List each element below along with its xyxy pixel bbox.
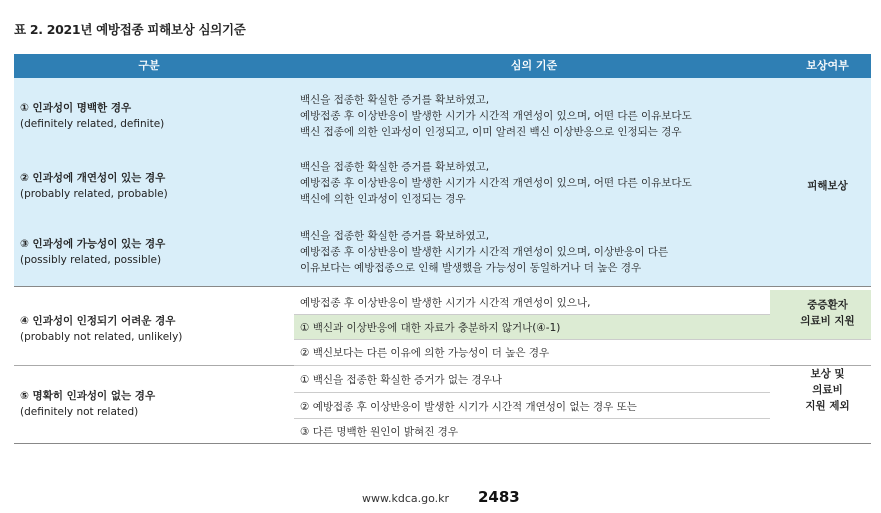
table-row-criteria-line: ③ 다른 명백한 원인이 밝혀진 경우 [300, 426, 458, 438]
table-row-category [14, 100, 284, 132]
category-ko: ① 인과성이 명백한 경우 [20, 102, 132, 114]
compensation-line: 중증환자 [807, 299, 848, 311]
table-row-category [14, 236, 284, 268]
table-row-category [14, 388, 284, 420]
category-en: (probably related, probable) [20, 188, 168, 200]
category-en: (possibly related, possible) [20, 254, 162, 266]
compensation-line: 지원 제외 [805, 400, 850, 412]
category-en: (definitely not related) [20, 406, 139, 418]
compensation-line: 의료비 [812, 384, 843, 396]
page-number: 2483 [478, 488, 520, 506]
table-header [14, 54, 871, 78]
criteria-line: 백신을 접종한 확실한 증거를 확보하였고, [300, 94, 490, 106]
divider [294, 418, 770, 419]
divider [14, 365, 294, 366]
criteria-line: 백신에 의한 인과성이 인정되는 경우 [300, 193, 466, 205]
category-en: (definitely related, definite) [20, 118, 165, 130]
divider [770, 365, 871, 366]
compensation-line: 의료비 지원 [800, 315, 855, 327]
category-ko: ④ 인과성이 인정되기 어려운 경우 [20, 315, 176, 327]
header-category: 구분 [138, 59, 160, 72]
criteria-line: 백신을 접종한 확실한 증거를 확보하였고, [300, 161, 490, 173]
header-criteria: 심의 기준 [510, 59, 558, 72]
compensation-medical-support [784, 297, 871, 329]
table-title: 표 2. 2021년 예방접종 피해보상 심의기준 [14, 22, 246, 37]
table-row-category [14, 170, 284, 202]
criteria-line: 예방접종 후 이상반응이 발생한 시기가 시간적 개연성이 있으며, 이상반응이 다른 [300, 246, 669, 258]
compensation-line: 보상 및 [810, 368, 845, 380]
criteria-line: 백신을 접종한 확실한 증거를 확보하였고, [300, 230, 490, 242]
table-row-criteria-line: ① 백신을 접종한 확실한 증거가 없는 경우나 [300, 374, 502, 386]
footer-url: www.kdca.go.kr [362, 492, 450, 505]
criteria-line: 백신 접종에 의한 인과성이 인정되고, 이미 알려진 백신 이상반응으로 인정되는 경우 [300, 126, 682, 138]
criteria-line: 예방접종 후 이상반응이 발생한 시기가 시간적 개연성이 있으며, 어떤 다른 이유보다도 [300, 110, 692, 122]
table-row-category [14, 313, 284, 345]
category-ko: ⑤ 명확히 인과성이 없는 경우 [20, 390, 156, 402]
table-row-criteria [300, 92, 692, 140]
header-compensation: 보상여부 [806, 59, 849, 72]
divider [14, 443, 871, 444]
table-row-criteria [300, 228, 668, 276]
table-row-criteria-line: ② 백신보다는 다른 이유에 의한 가능성이 더 높은 경우 [300, 347, 550, 359]
criteria-line: 예방접종 후 이상반응이 발생한 시기가 시간적 개연성이 있으며, 어떤 다른 이유보다도 [300, 177, 692, 189]
criteria-line: 이유보다는 예방접종으로 인해 발생했을 가능성이 동일하거나 더 높은 경우 [300, 262, 642, 274]
table-row-criteria-line: 예방접종 후 이상반응이 발생한 시기가 시간적 개연성이 있으나, [300, 297, 591, 309]
category-ko: ② 인과성에 개연성이 있는 경우 [20, 172, 166, 184]
compensation-compensated: 피해보상 [807, 180, 848, 192]
table-row-criteria [300, 159, 692, 207]
divider [294, 365, 770, 366]
category-en: (probably not related, unlikely) [20, 331, 183, 343]
divider [294, 392, 770, 393]
divider [294, 314, 770, 315]
category-ko: ③ 인과성에 가능성이 있는 경우 [20, 238, 166, 250]
divider [14, 286, 871, 287]
divider [294, 339, 871, 340]
table-row-criteria-line: ① 백신과 이상반응에 대한 자료가 충분하지 않거나(④-1) [300, 322, 561, 334]
table-row-criteria-line: ② 예방접종 후 이상반응이 발생한 시기가 시간적 개연성이 없는 경우 또는 [300, 401, 637, 413]
compensation-excluded [784, 366, 871, 414]
